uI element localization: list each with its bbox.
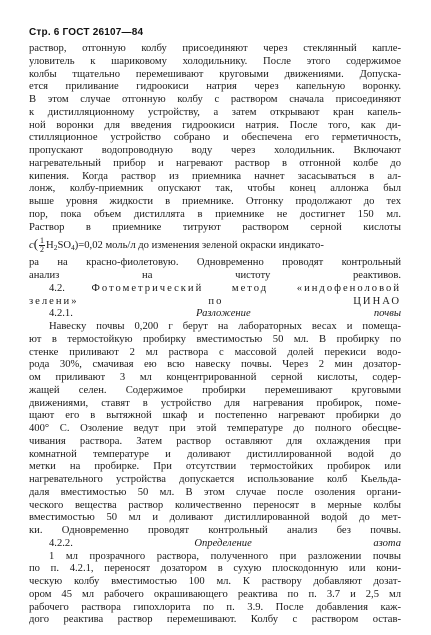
- formula-line: [29, 234, 401, 257]
- text-line: лонж, колбу-приемник опускают так, чтобы конец аллонжа был: [29, 183, 401, 195]
- text-line: Раствор в приемнике титруют раствором серной кислоты: [29, 221, 401, 233]
- text-line: ной воронки для введения гидроокиси натрия. После того, как ди-: [29, 119, 401, 131]
- text-line: колбы тщательно перемешивают круговыми движениями. Допуска-: [29, 68, 401, 80]
- formula-symbol: c: [29, 240, 34, 252]
- text-line: нагревательный прибор и нагревают раствор в отгонной колбе до: [29, 157, 401, 169]
- text-line: В этом случае отгонную колбу с раствором сначала присоединяют: [29, 94, 401, 105]
- fraction-numerator: 1: [40, 236, 45, 246]
- section-title-cont: зелени» по ЦИНАО: [29, 295, 401, 307]
- text-line: ки. Одновременно проводят контрольный анализ без почвы.: [29, 525, 401, 536]
- section-heading-4-2-1: [29, 308, 401, 321]
- chem-h: H: [46, 240, 54, 252]
- text-line: пропускают водопроводную воду через холодильник. Включают: [29, 145, 401, 156]
- fraction-denominator: 2: [40, 245, 45, 255]
- text-line: ческую колбу вместимостью 100 мл. К раствору добавляют дозат-: [29, 576, 401, 587]
- text-line: пор, пока объем дистиллята в приемнике не достигнет 150 мл.: [29, 208, 401, 220]
- text-line: чивания раствора. Затем раствор оставляют для охлаждения при: [29, 435, 401, 447]
- formula-rest: )=0,02 моль/л до изменения зеленой окраски индикато-: [74, 240, 324, 252]
- formula-paren: (: [33, 236, 39, 252]
- text-line: вместимостью 50 мл и доливают дистиллированной водой до мет-: [29, 512, 401, 524]
- document-body: [29, 43, 401, 627]
- text-line: выше уровня жидкости в приемнике. Отгонку продолжают до тех: [29, 196, 401, 207]
- text-line: метки на пробирке. При отсутствии термостойких пробирок или: [29, 461, 401, 473]
- section-title: Определение азота: [194, 537, 401, 549]
- text-line: стилляционное устройство собрано и обеспечена его герметичность,: [29, 132, 401, 144]
- section-heading-4-2-2: [29, 538, 401, 551]
- text-line: к дистилляционному устройству, а затем открывают кран капель-: [29, 106, 401, 118]
- text-line: ом приливают 3 мл концентрированной серной кислоты, содер-: [29, 372, 401, 383]
- page-header: Стр. 6 ГОСТ 26107—84: [29, 27, 144, 38]
- text-line: ют в термостойкую пробирку вместимостью 50 мл. В пробирку по: [29, 333, 401, 345]
- text-line: анализ на чистоту реактивов.: [29, 270, 401, 281]
- paragraph-decomposition: [29, 321, 401, 538]
- text-line: раствор, отгонную колбу присоединяют через стеклянный капле-: [29, 43, 401, 54]
- section-title: Фотометрический метод «индофеноловой: [91, 282, 401, 294]
- paragraph-nitrogen: [29, 551, 401, 628]
- text-line: жащей селен. Содержимое пробирки перемешивают круговыми: [29, 384, 401, 396]
- text-line: даля вместимостью 50 мл. В этом случае после озоления органи-: [29, 486, 401, 498]
- section-heading-4-2: [29, 283, 401, 296]
- section-number: 4.2.2.: [49, 537, 73, 549]
- text-line: Навеску почвы 0,200 г берут на лабораторных весах и помеща-: [49, 321, 401, 332]
- text-line: кипения. Когда раствор из приемника начнет засасываться в ал-: [29, 170, 401, 182]
- text-line: ется приливание гидроокиси натрия через капельную воронку.: [29, 81, 401, 93]
- section-number: 4.2.1.: [49, 308, 73, 320]
- text-line: ра на красно-фиолетовую. Одновременно проводят контрольный: [29, 257, 401, 269]
- text-line: дого реактива раствор перемешивают. Колбу с раствором остав-: [29, 614, 401, 626]
- text-line: рода 30%, смачивая ею всю навеску почвы. Через 2 мин дозатор-: [29, 359, 401, 371]
- paragraph-distillation: [29, 43, 401, 283]
- text-line: комнатной температуре и доливают дистиллированной водой до: [29, 448, 401, 460]
- text-line: ором 45 мл рабочего окрашивающего реактива по п. 3.7 и 2,5 мл: [29, 588, 401, 600]
- text-line: щают его в вытяжной шкаф и постепенно нагревают пробирки до: [29, 410, 401, 422]
- chem-so-subscript: 4: [71, 243, 75, 253]
- chem-so: SO: [57, 240, 71, 252]
- section-title: Разложение почвы: [196, 308, 401, 320]
- text-line: уловитель к шариковому холодильнику. После этого содержимое: [29, 55, 401, 67]
- chem-h-subscript: 2: [53, 243, 58, 253]
- text-line: 1 мл прозрачного раствора, полученного при разложении почвы: [49, 550, 401, 562]
- fraction: [39, 237, 45, 254]
- section-number: 4.2.: [49, 282, 65, 294]
- text-line: 400° С. Озоление ведут при этой температуре до полного обесцве-: [29, 423, 401, 434]
- text-line: по п. 4.2.1, переносят дозатором в сухую плоскодонную или кони-: [29, 563, 401, 575]
- text-line: нагревательного устройства допускается использование колб Кьельда-: [29, 474, 401, 485]
- text-line: рабочего раствора гипохлорита по п. 3.9. После добавления каж-: [29, 601, 401, 613]
- text-line: ческого вещества раствор количественно переносят в мерные колбы: [29, 499, 401, 511]
- text-line: стенке приливают 2 мл раствора с массовой долей перекиси водо-: [29, 346, 401, 358]
- text-line: движениями, ставят в устройство для нагревания пробирок, поме-: [29, 397, 401, 409]
